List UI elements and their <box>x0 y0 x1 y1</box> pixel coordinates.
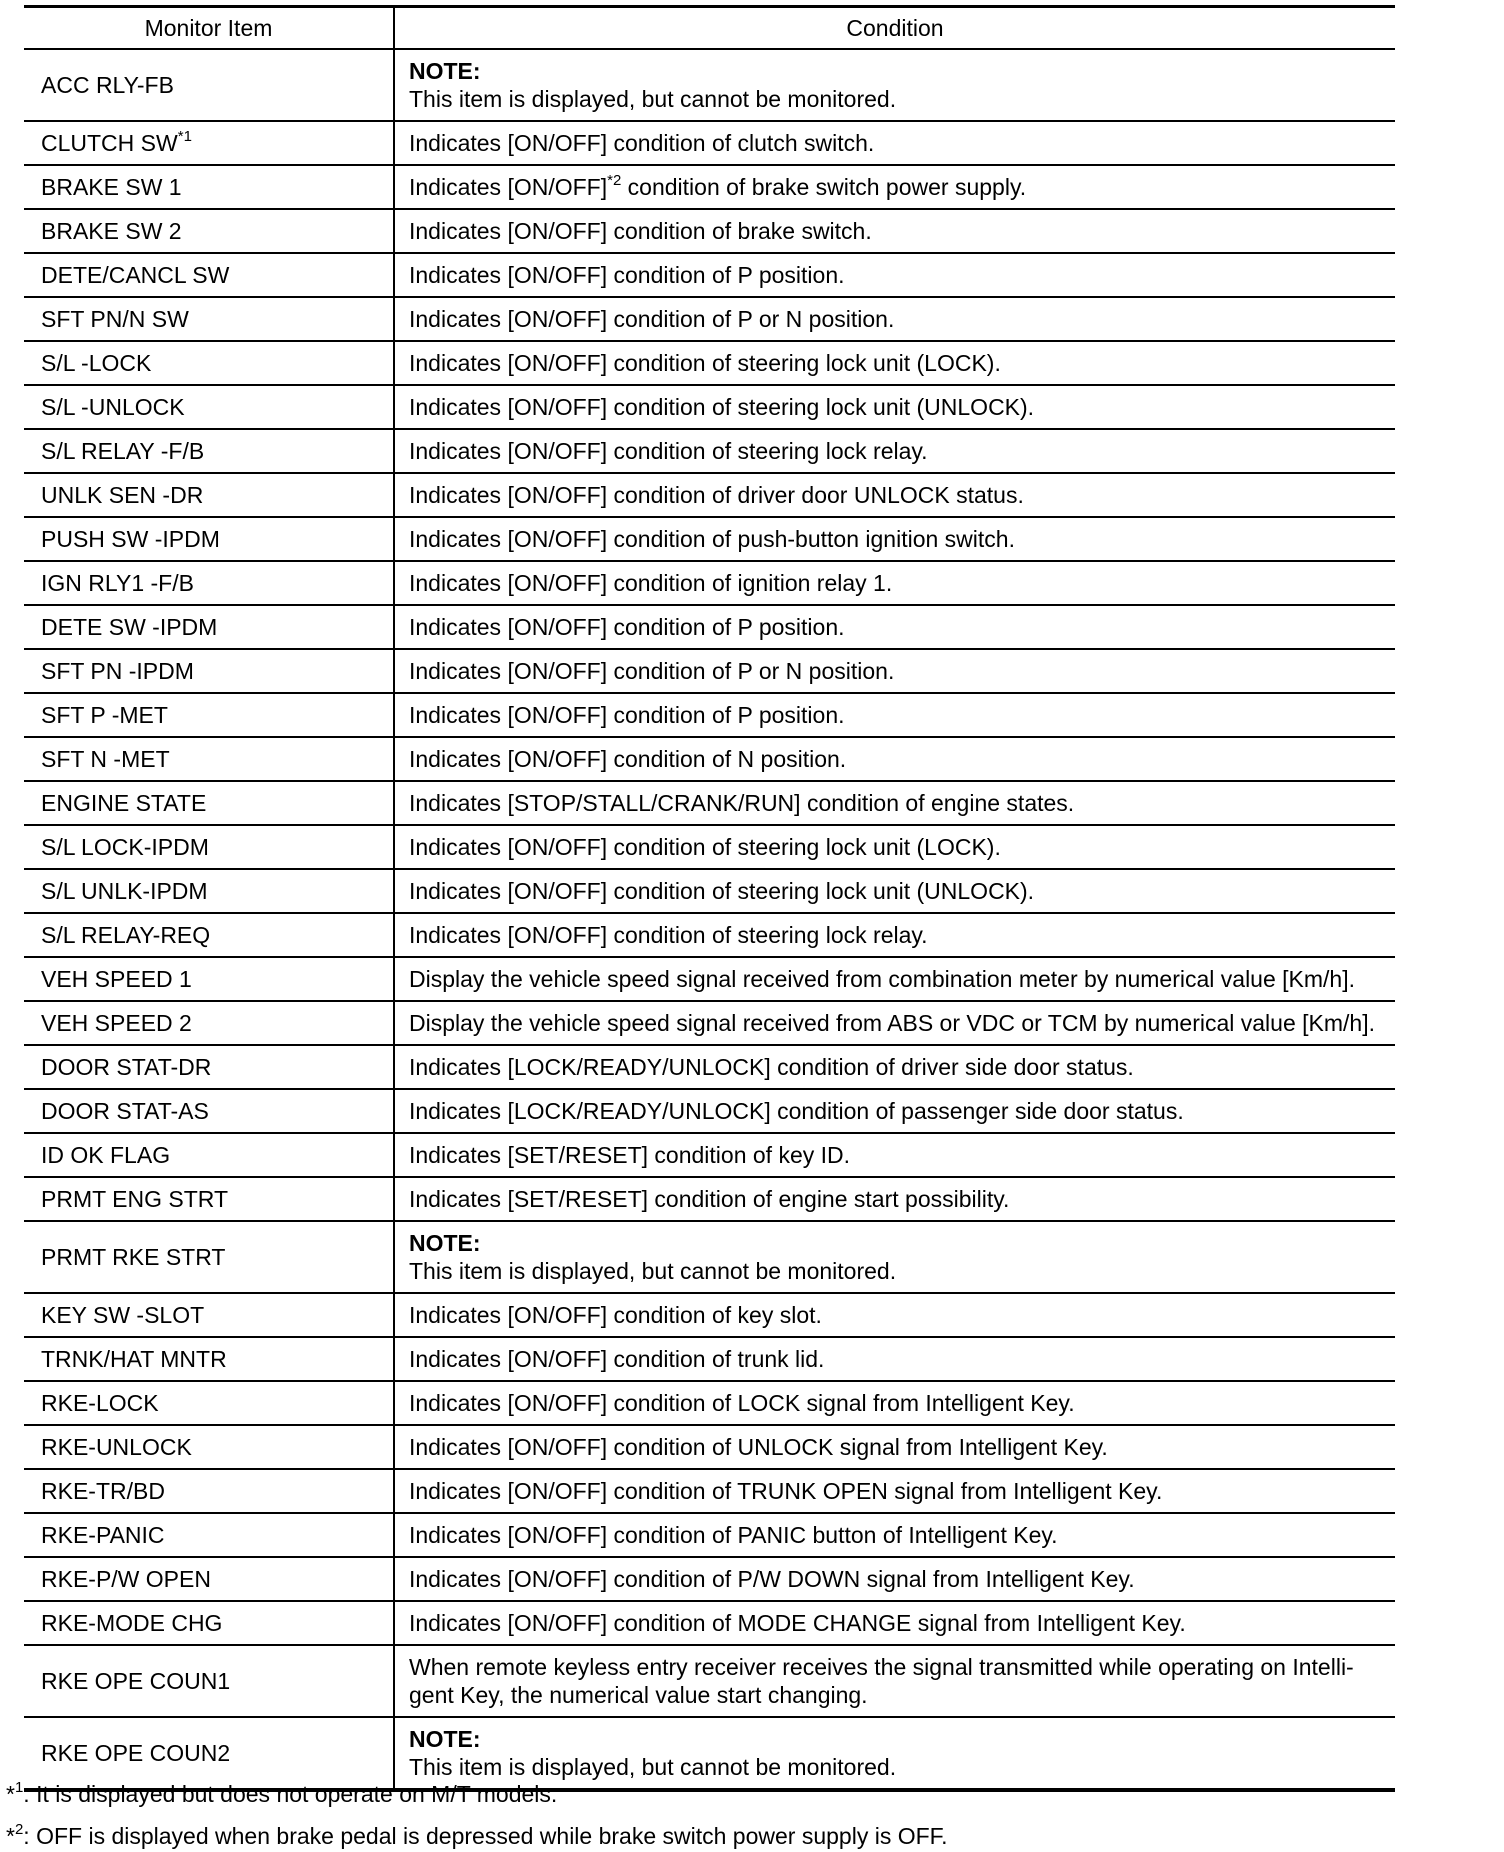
condition-cell <box>394 297 1395 341</box>
condition-cell <box>394 209 1395 253</box>
table-row <box>24 1645 1395 1717</box>
table-row <box>24 1601 1395 1645</box>
condition-cell <box>394 1293 1395 1337</box>
condition-cell <box>394 1557 1395 1601</box>
table-row <box>24 341 1395 385</box>
condition-text: Indicates [ON/OFF] condition of PANIC button of Intelligent Key. <box>409 1522 1058 1548</box>
monitor-item-label: S/L -UNLOCK <box>41 394 185 420</box>
note-text: This item is displayed, but cannot be monitored. <box>409 1754 897 1780</box>
footnote-mark: *$^1$ <box>6 1779 24 1807</box>
table-row <box>24 473 1395 517</box>
condition-text: Indicates [ON/OFF] condition of steering lock relay. <box>409 438 928 464</box>
condition-cell <box>394 1001 1395 1045</box>
condition-text: Display the vehicle speed signal received from ABS or VDC or TCM by numerical value [Km/h]. <box>409 1010 1375 1036</box>
condition-cell <box>394 517 1395 561</box>
condition-cell <box>394 649 1395 693</box>
condition-text-line: When remote keyless entry receiver receives the signal transmitted while operating on Intelli- <box>409 1654 1354 1680</box>
condition-cell <box>394 957 1395 1001</box>
monitor-item-label: DOOR STAT-AS <box>41 1098 209 1124</box>
condition-cell <box>394 1425 1395 1469</box>
monitor-item-cell <box>24 1133 394 1177</box>
monitor-item-cell <box>24 517 394 561</box>
condition-text: Indicates [ON/OFF] condition of UNLOCK signal from Intelligent Key. <box>409 1434 1108 1460</box>
column-header-condition: Condition <box>394 7 1395 50</box>
table-row <box>24 297 1395 341</box>
table-row <box>24 913 1395 957</box>
table-row <box>24 121 1395 165</box>
footnote-1 <box>6 1780 557 1808</box>
condition-cell <box>394 913 1395 957</box>
table-row <box>24 1425 1395 1469</box>
monitor-item-label: S/L LOCK-IPDM <box>41 834 209 860</box>
monitor-item-cell <box>24 1045 394 1089</box>
monitor-item-cell <box>24 869 394 913</box>
monitor-item-cell <box>24 1557 394 1601</box>
monitor-item-cell <box>24 1425 394 1469</box>
table-row <box>24 869 1395 913</box>
condition-text-line: gent Key, the numerical value start changing. <box>409 1682 868 1708</box>
monitor-item-cell <box>24 165 394 209</box>
monitor-item-label: SFT N -MET <box>41 746 170 772</box>
condition-text: Indicates [ON/OFF] condition of P position. <box>409 614 845 640</box>
footnote-text: : OFF is displayed when brake pedal is depressed while brake switch power supply is OFF. <box>23 1823 948 1849</box>
condition-text: Indicates [LOCK/READY/UNLOCK] condition of passenger side door status. <box>409 1098 1184 1124</box>
condition-text: Indicates [ON/OFF] condition of brake switch. <box>409 218 872 244</box>
condition-text: Indicates [ON/OFF] <box>409 174 608 200</box>
monitor-item-label: KEY SW -SLOT <box>41 1302 205 1328</box>
condition-cell <box>394 49 1395 121</box>
condition-cell <box>394 1221 1395 1293</box>
condition-text: Indicates [SET/RESET] condition of key ID. <box>409 1142 851 1168</box>
monitor-item-label: S/L -LOCK <box>41 350 152 376</box>
condition-cell <box>394 1645 1395 1717</box>
condition-text: Indicates [ON/OFF] condition of TRUNK OPEN signal from Intelligent Key. <box>409 1478 1163 1504</box>
table-row <box>24 165 1395 209</box>
footnote-reference: *2 <box>607 172 622 189</box>
monitor-item-cell <box>24 913 394 957</box>
monitor-item-cell <box>24 1645 394 1717</box>
table-row <box>24 781 1395 825</box>
condition-text: Indicates [ON/OFF] condition of LOCK signal from Intelligent Key. <box>409 1390 1075 1416</box>
table-row <box>24 1293 1395 1337</box>
monitor-item-label: ACC RLY-FB <box>41 72 174 98</box>
monitor-item-cell <box>24 1381 394 1425</box>
monitor-item-label: ENGINE STATE <box>41 790 207 816</box>
condition-cell <box>394 1337 1395 1381</box>
condition-text: Indicates [ON/OFF] condition of P/W DOWN signal from Intelligent Key. <box>409 1566 1135 1592</box>
condition-cell <box>394 693 1395 737</box>
condition-cell <box>394 253 1395 297</box>
table-row <box>24 1513 1395 1557</box>
monitor-item-cell <box>24 781 394 825</box>
monitor-item-label: IGN RLY1 -F/B <box>41 570 194 596</box>
monitor-item-label: UNLK SEN -DR <box>41 482 204 508</box>
monitor-item-cell <box>24 561 394 605</box>
condition-cell <box>394 429 1395 473</box>
monitor-item-label: SFT PN -IPDM <box>41 658 194 684</box>
monitor-item-label: RKE-MODE CHG <box>41 1610 223 1636</box>
footnote-mark: *$^2$ <box>6 1821 24 1849</box>
condition-text: Indicates [LOCK/READY/UNLOCK] condition of driver side door status. <box>409 1054 1134 1080</box>
condition-text: Indicates [ON/OFF] condition of key slot. <box>409 1302 822 1328</box>
condition-text: Indicates [ON/OFF] condition of P position. <box>409 262 845 288</box>
condition-text: Indicates [ON/OFF] condition of P or N position. <box>409 658 895 684</box>
monitor-item-label: S/L UNLK-IPDM <box>41 878 208 904</box>
note-title: NOTE: <box>409 58 481 84</box>
monitor-item-label: RKE-LOCK <box>41 1390 159 1416</box>
note-text: This item is displayed, but cannot be monitored. <box>409 86 897 112</box>
monitor-item-label: DOOR STAT-DR <box>41 1054 212 1080</box>
monitor-item-cell <box>24 49 394 121</box>
note-title: NOTE: <box>409 1230 481 1256</box>
condition-cell <box>394 1133 1395 1177</box>
monitor-item-cell <box>24 429 394 473</box>
table-row <box>24 957 1395 1001</box>
monitor-item-cell <box>24 737 394 781</box>
table-row <box>24 1469 1395 1513</box>
footnote-text: : It is displayed but does not operate on M/T models. <box>23 1781 558 1807</box>
condition-cell <box>394 473 1395 517</box>
table-body <box>24 49 1395 1790</box>
monitor-item-label: SFT PN/N SW <box>41 306 189 332</box>
condition-cell <box>394 737 1395 781</box>
monitor-item-cell <box>24 1001 394 1045</box>
condition-text: Indicates [ON/OFF] condition of push-button ignition switch. <box>409 526 1015 552</box>
table-row <box>24 825 1395 869</box>
condition-cell <box>394 1513 1395 1557</box>
table-header-row <box>24 7 1395 50</box>
monitor-item-label: RKE OPE COUN2 <box>41 1740 231 1766</box>
condition-cell <box>394 121 1395 165</box>
condition-cell <box>394 825 1395 869</box>
monitor-item-label: RKE-PANIC <box>41 1522 165 1548</box>
table-row <box>24 49 1395 121</box>
monitor-item-label: VEH SPEED 2 <box>41 1010 192 1036</box>
table-row <box>24 429 1395 473</box>
condition-cell <box>394 781 1395 825</box>
table-row <box>24 649 1395 693</box>
table-row <box>24 1001 1395 1045</box>
monitor-item-label: DETE/CANCL SW <box>41 262 230 288</box>
monitor-item-cell <box>24 825 394 869</box>
monitor-item-label: PRMT ENG STRT <box>41 1186 228 1212</box>
condition-text: Indicates [ON/OFF] condition of steering lock unit (LOCK). <box>409 834 1001 860</box>
condition-text: Indicates [ON/OFF] condition of trunk lid. <box>409 1346 825 1372</box>
monitor-item-label: PUSH SW -IPDM <box>41 526 220 552</box>
monitor-item-cell <box>24 693 394 737</box>
condition-text: Indicates [ON/OFF] condition of P or N position. <box>409 306 895 332</box>
condition-text: Indicates [ON/OFF] condition of steering lock unit (LOCK). <box>409 350 1001 376</box>
monitor-item-cell <box>24 605 394 649</box>
table-row <box>24 1177 1395 1221</box>
footnote-2 <box>6 1822 948 1850</box>
monitor-item-label: TRNK/HAT MNTR <box>41 1346 227 1372</box>
table-row <box>24 737 1395 781</box>
monitor-item-cell <box>24 1293 394 1337</box>
monitor-item-label: S/L RELAY -F/B <box>41 438 205 464</box>
table-row <box>24 561 1395 605</box>
monitor-item-cell <box>24 1221 394 1293</box>
note-title: NOTE: <box>409 1726 481 1752</box>
monitor-item-label: SFT P -MET <box>41 702 168 728</box>
monitor-item-label: VEH SPEED 1 <box>41 966 192 992</box>
monitor-item-label: DETE SW -IPDM <box>41 614 218 640</box>
monitor-item-table <box>24 5 1395 1792</box>
condition-text: Indicates [STOP/STALL/CRANK/RUN] condition of engine states. <box>409 790 1075 816</box>
condition-cell <box>394 1381 1395 1425</box>
table-row <box>24 1557 1395 1601</box>
table-row <box>24 253 1395 297</box>
condition-cell <box>394 385 1395 429</box>
condition-text: condition of brake switch power supply. <box>621 174 1027 200</box>
condition-cell <box>394 1089 1395 1133</box>
column-header-monitor-item: Monitor Item <box>24 7 394 50</box>
condition-text: Indicates [ON/OFF] condition of steering lock relay. <box>409 922 928 948</box>
monitor-item-cell <box>24 1601 394 1645</box>
condition-text: Indicates [ON/OFF] condition of N position. <box>409 746 847 772</box>
condition-text: Indicates [ON/OFF] condition of P position. <box>409 702 845 728</box>
condition-cell <box>394 341 1395 385</box>
monitor-item-cell <box>24 1337 394 1381</box>
table-row <box>24 693 1395 737</box>
monitor-item-label: CLUTCH SW <box>41 130 178 156</box>
monitor-item-cell <box>24 341 394 385</box>
table-row <box>24 605 1395 649</box>
monitor-item-label: RKE-P/W OPEN <box>41 1566 211 1592</box>
monitor-item-label: ID OK FLAG <box>41 1142 171 1168</box>
condition-text: Indicates [ON/OFF] condition of MODE CHANGE signal from Intelligent Key. <box>409 1610 1186 1636</box>
monitor-item-cell <box>24 385 394 429</box>
table-row <box>24 1381 1395 1425</box>
condition-cell <box>394 1177 1395 1221</box>
monitor-item-cell <box>24 957 394 1001</box>
monitor-item-cell <box>24 253 394 297</box>
table-row <box>24 209 1395 253</box>
monitor-item-cell <box>24 649 394 693</box>
monitor-item-cell <box>24 297 394 341</box>
condition-text: Display the vehicle speed signal received from combination meter by numerical value [Km/h]. <box>409 966 1355 992</box>
condition-cell <box>394 1045 1395 1089</box>
condition-cell <box>394 561 1395 605</box>
monitor-item-cell <box>24 1469 394 1513</box>
monitor-item-cell <box>24 1513 394 1557</box>
condition-text: Indicates [ON/OFF] condition of steering lock unit (UNLOCK). <box>409 394 1035 420</box>
condition-text: Indicates [ON/OFF] condition of ignition relay 1. <box>409 570 893 596</box>
condition-cell <box>394 1601 1395 1645</box>
table-row <box>24 517 1395 561</box>
monitor-item-cell <box>24 121 394 165</box>
footnote-reference: *1 <box>177 128 192 145</box>
table-row <box>24 1089 1395 1133</box>
monitor-item-cell <box>24 209 394 253</box>
monitor-item-label: RKE-TR/BD <box>41 1478 165 1504</box>
condition-text: Indicates [ON/OFF] condition of clutch switch. <box>409 130 875 156</box>
monitor-item-label: PRMT RKE STRT <box>41 1244 226 1270</box>
condition-text: Indicates [ON/OFF] condition of steering lock unit (UNLOCK). <box>409 878 1035 904</box>
monitor-item-label: S/L RELAY-REQ <box>41 922 211 948</box>
table-row <box>24 1045 1395 1089</box>
condition-cell <box>394 605 1395 649</box>
condition-cell <box>394 1469 1395 1513</box>
monitor-item-label: BRAKE SW 2 <box>41 218 182 244</box>
monitor-item-label: RKE OPE COUN1 <box>41 1668 231 1694</box>
condition-cell <box>394 869 1395 913</box>
monitor-item-label: BRAKE SW 1 <box>41 174 182 200</box>
table-row <box>24 1337 1395 1381</box>
table-row <box>24 1133 1395 1177</box>
monitor-item-cell <box>24 1089 394 1133</box>
note-text: This item is displayed, but cannot be monitored. <box>409 1258 897 1284</box>
condition-text: Indicates [ON/OFF] condition of driver door UNLOCK status. <box>409 482 1024 508</box>
condition-cell <box>394 165 1395 209</box>
monitor-item-cell <box>24 473 394 517</box>
monitor-item-label: RKE-UNLOCK <box>41 1434 192 1460</box>
monitor-item-cell <box>24 1177 394 1221</box>
table-row <box>24 385 1395 429</box>
table-row <box>24 1221 1395 1293</box>
condition-text: Indicates [SET/RESET] condition of engine start possibility. <box>409 1186 1010 1212</box>
